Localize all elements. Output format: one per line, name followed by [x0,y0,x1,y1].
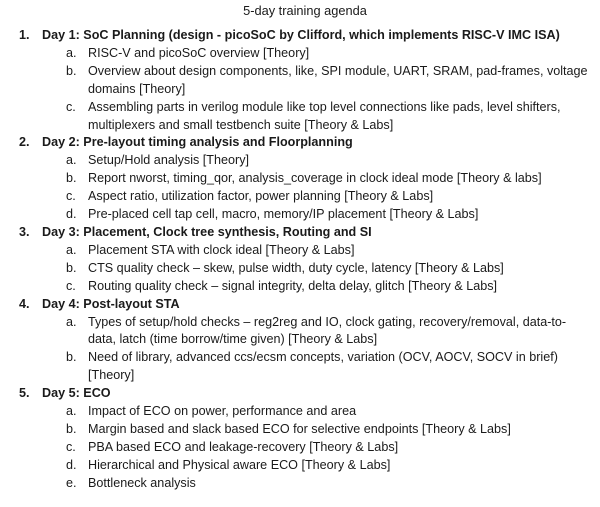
topic-item [42,152,600,170]
topic-item [42,99,600,135]
topic-text: Overview about design components, like, SPI module, UART, SRAM, pad-frames, voltage domains [Theory] [88,63,588,96]
topic-text: Need of library, advanced ccs/ecsm concepts, variation (OCV, AOCV, SOCV in brief) [Theory] [88,350,558,383]
day-number: 2. [19,135,30,150]
topic-letter: c. [66,439,76,454]
day-heading: Day 1: SoC Planning (design - picoSoC by Clifford, which implements RISC-V IMC ISA) [42,28,560,42]
topic-letter: b. [66,421,77,436]
topic-letter: a. [66,314,77,329]
topic-text: Assembling parts in verilog module like top level connections like pads, level shifters, multiplexers and small testbench suite [Theory & Labs] [88,99,561,132]
topic-letter: c. [66,99,76,114]
day-number: 5. [19,386,30,401]
topic-letter: b. [66,171,77,186]
agenda-day-3 [0,224,600,296]
day-number: 3. [19,224,30,239]
topic-text: Placement STA with clock ideal [Theory & Labs] [88,242,355,257]
topic-item [42,260,600,278]
day-number: 4. [19,296,30,311]
topic-item [42,206,600,224]
topic-letter: c. [66,189,76,204]
agenda-day-1 [0,27,600,134]
topic-text: Bottleneck analysis [88,475,196,490]
topic-letter: a. [66,404,77,419]
topic-text: Aspect ratio, utilization factor, power planning [Theory & Labs] [88,189,434,204]
topic-letter: e. [66,475,77,490]
agenda-day-4 [0,296,600,386]
topic-text: RISC-V and picoSoC overview [Theory] [88,45,310,60]
topic-item [42,349,600,385]
document-title: 5-day training agenda [243,3,367,18]
topic-text: Report nworst, timing_qor, analysis_coverage in clock ideal mode [Theory & labs] [88,171,542,186]
topic-text: Types of setup/hold checks – reg2reg and IO, clock gating, recovery/removal, data-to-data, latch (time borrow/time given) [Theory & Labs] [88,314,567,347]
topic-text: Pre-placed cell tap cell, macro, memory/IP placement [Theory & Labs] [88,207,479,222]
topic-letter: d. [66,457,77,472]
day-heading: Day 3: Placement, Clock tree synthesis, Routing and SI [42,224,372,239]
topic-letter: b. [66,63,77,78]
day-number: 1. [19,28,30,42]
agenda-day-5 [0,385,600,492]
topic-text: CTS quality check – skew, pulse width, duty cycle, latency [Theory & Labs] [88,260,504,275]
day-heading: Day 4: Post-layout STA [42,296,180,311]
topic-item [42,63,600,99]
topic-letter: b. [66,350,77,365]
topic-item [42,278,600,296]
topic-item [42,170,600,188]
topic-item [42,314,600,350]
topic-item [42,188,600,206]
topic-letter: a. [66,242,77,257]
topic-item [42,242,600,260]
day-topic-list [42,152,600,224]
topic-text: Margin based and slack based ECO for selective endpoints [Theory & Labs] [88,421,511,436]
day-topic-list [42,403,600,493]
topic-item [42,457,600,475]
day-heading: Day 5: ECO [42,386,111,401]
topic-text: Hierarchical and Physical aware ECO [Theory & Labs] [88,457,391,472]
topic-letter: a. [66,153,77,168]
day-topic-list [42,242,600,296]
topic-text: PBA based ECO and leakage-recovery [Theory & Labs] [88,439,399,454]
topic-letter: b. [66,260,77,275]
topic-letter: a. [66,45,77,60]
topic-item [42,439,600,457]
day-topic-list [42,45,600,135]
topic-text: Routing quality check – signal integrity, delta delay, glitch [Theory & Labs] [88,278,498,293]
day-topic-list [42,314,600,386]
topic-item [42,403,600,421]
agenda-list [0,27,600,493]
topic-text: Impact of ECO on power, performance and area [88,404,357,419]
topic-item [42,421,600,439]
day-heading: Day 2: Pre-layout timing analysis and Floorplanning [42,135,353,150]
topic-item [42,475,600,493]
topic-letter: d. [66,207,77,222]
topic-item [42,45,600,63]
topic-text: Setup/Hold analysis [Theory] [88,153,250,168]
agenda-day-2 [0,134,600,224]
topic-letter: c. [66,278,76,293]
